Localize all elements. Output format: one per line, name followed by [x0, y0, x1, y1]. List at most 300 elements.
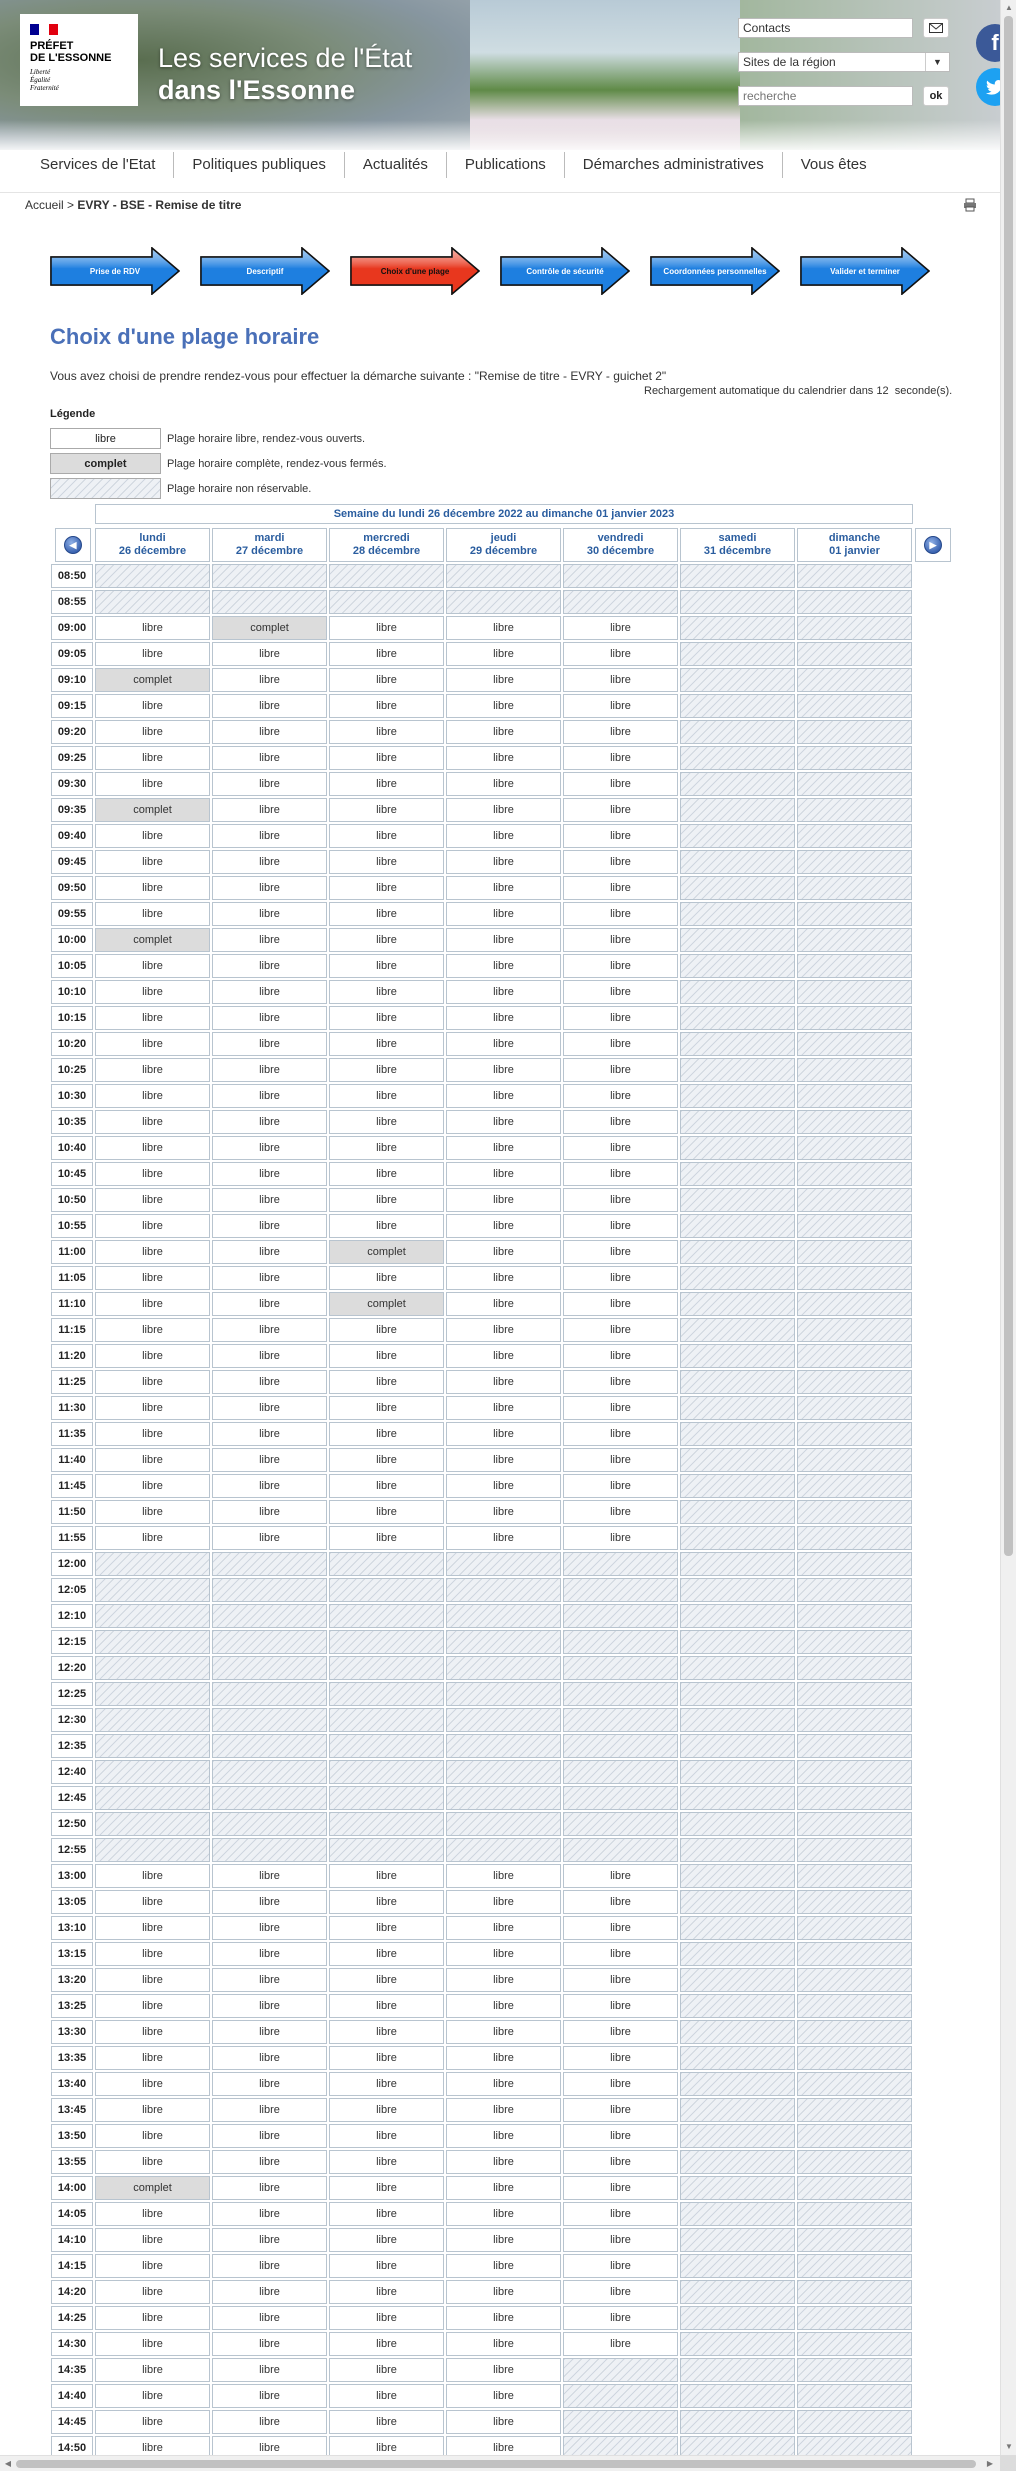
slot-free[interactable]: libre [563, 1110, 678, 1134]
step-1[interactable] [50, 247, 200, 295]
slot-free[interactable]: libre [212, 1864, 327, 1888]
slot-free[interactable]: libre [212, 2358, 327, 2382]
slot-free[interactable]: libre [329, 980, 444, 1004]
slot-free[interactable]: libre [563, 1890, 678, 1914]
step-2[interactable] [200, 247, 350, 295]
slot-free[interactable]: libre [95, 2098, 210, 2122]
slot-free[interactable]: libre [212, 694, 327, 718]
slot-free[interactable]: libre [212, 1110, 327, 1134]
slot-free[interactable]: libre [212, 1422, 327, 1446]
slot-free[interactable]: libre [446, 2020, 561, 2044]
slot-free[interactable]: libre [446, 746, 561, 770]
slot-free[interactable]: libre [212, 2176, 327, 2200]
slot-free[interactable]: libre [446, 2150, 561, 2174]
slot-free[interactable]: libre [446, 1370, 561, 1394]
slot-free[interactable]: libre [212, 2306, 327, 2330]
slot-free[interactable]: libre [563, 1474, 678, 1498]
horizontal-scroll-thumb[interactable] [16, 2460, 976, 2468]
slot-free[interactable]: libre [446, 1240, 561, 1264]
slot-free[interactable]: libre [212, 746, 327, 770]
slot-free[interactable]: libre [329, 2254, 444, 2278]
slot-free[interactable]: libre [212, 902, 327, 926]
slot-free[interactable]: libre [329, 2176, 444, 2200]
slot-free[interactable]: libre [446, 1448, 561, 1472]
slot-free[interactable]: libre [329, 1266, 444, 1290]
slot-free[interactable]: libre [95, 1968, 210, 1992]
slot-free[interactable]: libre [563, 1266, 678, 1290]
slot-free[interactable]: libre [563, 720, 678, 744]
slot-free[interactable]: libre [212, 2020, 327, 2044]
contacts-field[interactable] [738, 18, 913, 38]
slot-free[interactable]: libre [446, 876, 561, 900]
slot-free[interactable]: libre [95, 1864, 210, 1888]
slot-free[interactable]: libre [212, 1942, 327, 1966]
slot-free[interactable]: libre [329, 798, 444, 822]
slot-free[interactable]: libre [95, 2384, 210, 2408]
slot-free[interactable]: libre [446, 1032, 561, 1056]
vertical-scroll-thumb[interactable] [1004, 16, 1013, 1556]
slot-free[interactable]: libre [563, 2124, 678, 2148]
slot-free[interactable]: libre [446, 1318, 561, 1342]
slot-free[interactable]: libre [446, 798, 561, 822]
slot-free[interactable]: libre [563, 1162, 678, 1186]
slot-free[interactable]: libre [446, 1942, 561, 1966]
slot-free[interactable]: libre [563, 824, 678, 848]
slot-free[interactable]: libre [95, 1916, 210, 1940]
slot-free[interactable]: libre [563, 1864, 678, 1888]
slot-free[interactable]: libre [329, 2306, 444, 2330]
slot-free[interactable]: libre [212, 1240, 327, 1264]
slot-free[interactable]: libre [95, 694, 210, 718]
scroll-up-icon[interactable]: ▲ [1005, 3, 1013, 12]
slot-free[interactable]: libre [446, 720, 561, 744]
slot-free[interactable]: libre [446, 902, 561, 926]
slot-free[interactable]: libre [563, 2020, 678, 2044]
slot-free[interactable]: libre [95, 2306, 210, 2330]
step-6[interactable] [800, 247, 950, 295]
slot-free[interactable]: libre [95, 1032, 210, 1056]
slot-free[interactable]: libre [446, 1890, 561, 1914]
slot-free[interactable]: libre [446, 694, 561, 718]
vertical-scrollbar[interactable] [1000, 0, 1016, 2455]
slot-free[interactable]: libre [212, 1344, 327, 1368]
slot-free[interactable]: libre [563, 2228, 678, 2252]
slot-free[interactable]: libre [446, 1968, 561, 1992]
slot-free[interactable]: libre [446, 1526, 561, 1550]
slot-free[interactable]: libre [329, 2332, 444, 2356]
slot-free[interactable]: libre [329, 1916, 444, 1940]
slot-free[interactable]: libre [95, 1474, 210, 1498]
slot-free[interactable]: libre [563, 1344, 678, 1368]
slot-free[interactable]: libre [563, 668, 678, 692]
slot-free[interactable]: libre [329, 1526, 444, 1550]
slot-free[interactable]: libre [563, 798, 678, 822]
slot-free[interactable]: libre [329, 1006, 444, 1030]
site-title[interactable] [158, 42, 412, 106]
slot-free[interactable]: libre [446, 1916, 561, 1940]
slot-free[interactable]: libre [95, 1422, 210, 1446]
slot-free[interactable]: libre [563, 1188, 678, 1212]
slot-free[interactable]: libre [446, 824, 561, 848]
slot-free[interactable]: libre [563, 2072, 678, 2096]
slot-free[interactable]: libre [95, 1058, 210, 1082]
slot-free[interactable]: libre [212, 642, 327, 666]
slot-free[interactable]: libre [329, 1162, 444, 1186]
slot-free[interactable]: libre [212, 2436, 327, 2460]
slot-free[interactable]: libre [212, 876, 327, 900]
slot-free[interactable]: libre [329, 2202, 444, 2226]
slot-free[interactable]: libre [212, 2046, 327, 2070]
slot-free[interactable]: libre [95, 1318, 210, 1342]
slot-free[interactable]: libre [329, 2436, 444, 2460]
slot-free[interactable]: libre [95, 876, 210, 900]
slot-free[interactable]: libre [563, 876, 678, 900]
slot-free[interactable]: libre [212, 1058, 327, 1082]
slot-free[interactable]: libre [563, 1240, 678, 1264]
search-submit-button[interactable]: ok [923, 86, 949, 106]
slot-free[interactable]: libre [212, 1292, 327, 1316]
slot-free[interactable]: libre [446, 1214, 561, 1238]
slot-free[interactable]: libre [212, 798, 327, 822]
slot-free[interactable]: libre [212, 1474, 327, 1498]
slot-free[interactable]: libre [95, 824, 210, 848]
slot-free[interactable]: libre [212, 1214, 327, 1238]
slot-free[interactable]: libre [329, 720, 444, 744]
slot-free[interactable]: libre [329, 616, 444, 640]
slot-free[interactable]: libre [212, 1890, 327, 1914]
slot-free[interactable]: libre [446, 2280, 561, 2304]
print-icon[interactable] [963, 198, 977, 212]
slot-free[interactable]: libre [563, 1058, 678, 1082]
slot-free[interactable]: libre [95, 746, 210, 770]
slot-free[interactable]: libre [212, 980, 327, 1004]
slot-free[interactable]: libre [446, 2098, 561, 2122]
slot-free[interactable]: libre [329, 1968, 444, 1992]
slot-free[interactable]: libre [329, 902, 444, 926]
slot-free[interactable]: libre [329, 850, 444, 874]
slot-free[interactable]: libre [329, 2228, 444, 2252]
slot-free[interactable]: libre [329, 694, 444, 718]
slot-free[interactable]: libre [446, 2358, 561, 2382]
slot-free[interactable]: libre [95, 954, 210, 978]
slot-free[interactable]: libre [95, 1266, 210, 1290]
slot-free[interactable]: libre [563, 1214, 678, 1238]
slot-free[interactable]: libre [446, 2072, 561, 2096]
slot-free[interactable]: libre [563, 1396, 678, 1420]
slot-free[interactable]: libre [212, 2384, 327, 2408]
slot-free[interactable]: libre [563, 1916, 678, 1940]
slot-free[interactable]: libre [329, 928, 444, 952]
slot-free[interactable]: libre [212, 1526, 327, 1550]
slot-free[interactable]: libre [563, 1006, 678, 1030]
slot-free[interactable]: libre [95, 1214, 210, 1238]
slot-free[interactable]: libre [212, 2202, 327, 2226]
slot-free[interactable]: libre [563, 616, 678, 640]
slot-free[interactable]: libre [212, 824, 327, 848]
slot-free[interactable]: libre [446, 1474, 561, 1498]
slot-free[interactable]: libre [95, 2436, 210, 2460]
slot-free[interactable]: libre [329, 876, 444, 900]
slot-free[interactable]: libre [212, 668, 327, 692]
slot-free[interactable]: libre [563, 2202, 678, 2226]
slot-free[interactable]: libre [446, 980, 561, 1004]
slot-free[interactable]: libre [212, 850, 327, 874]
slot-free[interactable]: libre [446, 954, 561, 978]
step-3[interactable] [350, 247, 500, 295]
slot-free[interactable]: libre [212, 720, 327, 744]
slot-free[interactable]: libre [212, 1006, 327, 1030]
slot-free[interactable]: libre [212, 2072, 327, 2096]
slot-free[interactable]: libre [329, 1864, 444, 1888]
slot-free[interactable]: libre [212, 1188, 327, 1212]
slot-free[interactable]: libre [329, 1500, 444, 1524]
search-input[interactable] [738, 86, 913, 106]
slot-free[interactable]: libre [563, 1448, 678, 1472]
slot-free[interactable]: libre [212, 2228, 327, 2252]
slot-free[interactable]: libre [95, 1136, 210, 1160]
slot-free[interactable]: libre [212, 1396, 327, 1420]
slot-free[interactable]: libre [563, 2280, 678, 2304]
slot-free[interactable]: libre [446, 2410, 561, 2434]
slot-free[interactable]: libre [95, 720, 210, 744]
slot-free[interactable]: libre [329, 2072, 444, 2096]
slot-free[interactable]: libre [563, 2150, 678, 2174]
slot-free[interactable]: libre [212, 1994, 327, 2018]
slot-free[interactable]: libre [329, 2098, 444, 2122]
slot-free[interactable]: libre [446, 772, 561, 796]
scroll-right-icon[interactable]: ▶ [986, 2459, 994, 2468]
slot-free[interactable]: libre [329, 1344, 444, 1368]
slot-free[interactable]: libre [563, 1526, 678, 1550]
step-4[interactable] [500, 247, 650, 295]
slot-free[interactable]: libre [563, 928, 678, 952]
slot-free[interactable]: libre [446, 1994, 561, 2018]
slot-free[interactable]: libre [446, 2124, 561, 2148]
slot-free[interactable]: libre [329, 2124, 444, 2148]
slot-free[interactable]: libre [446, 2332, 561, 2356]
slot-free[interactable]: libre [563, 954, 678, 978]
slot-free[interactable]: libre [95, 642, 210, 666]
horizontal-scrollbar[interactable] [0, 2455, 1000, 2471]
slot-free[interactable]: libre [95, 1396, 210, 1420]
slot-free[interactable]: libre [329, 2280, 444, 2304]
slot-free[interactable]: libre [95, 902, 210, 926]
slot-free[interactable]: libre [212, 1500, 327, 1524]
slot-free[interactable]: libre [446, 2202, 561, 2226]
slot-free[interactable]: libre [446, 616, 561, 640]
slot-free[interactable]: libre [95, 2020, 210, 2044]
slot-free[interactable]: libre [95, 1526, 210, 1550]
slot-free[interactable]: libre [329, 1890, 444, 1914]
slot-free[interactable]: libre [563, 1032, 678, 1056]
slot-free[interactable]: libre [563, 1994, 678, 2018]
slot-free[interactable]: libre [446, 1500, 561, 1524]
slot-free[interactable]: libre [95, 2228, 210, 2252]
slot-free[interactable]: libre [329, 824, 444, 848]
slot-free[interactable]: libre [329, 1942, 444, 1966]
scroll-down-icon[interactable]: ▼ [1005, 2442, 1013, 2451]
nav-publications[interactable]: Publications [447, 152, 565, 178]
slot-free[interactable]: libre [329, 1396, 444, 1420]
slot-free[interactable]: libre [95, 1240, 210, 1264]
slot-free[interactable]: libre [563, 2098, 678, 2122]
slot-free[interactable]: libre [329, 1058, 444, 1082]
slot-free[interactable]: libre [212, 1266, 327, 1290]
slot-free[interactable]: libre [563, 2332, 678, 2356]
slot-free[interactable]: libre [446, 1084, 561, 1108]
slot-free[interactable]: libre [95, 1942, 210, 1966]
next-week-button[interactable] [915, 528, 951, 562]
slot-free[interactable]: libre [95, 980, 210, 1004]
scroll-left-icon[interactable]: ◀ [4, 2459, 12, 2468]
slot-free[interactable]: libre [95, 1292, 210, 1316]
slot-free[interactable]: libre [563, 980, 678, 1004]
slot-free[interactable]: libre [329, 746, 444, 770]
step-5[interactable] [650, 247, 800, 295]
slot-free[interactable]: libre [329, 954, 444, 978]
slot-free[interactable]: libre [95, 1370, 210, 1394]
slot-free[interactable]: libre [446, 2228, 561, 2252]
slot-free[interactable]: libre [446, 1058, 561, 1082]
slot-free[interactable]: libre [329, 668, 444, 692]
nav-demarches-administratives[interactable]: Démarches administratives [565, 152, 783, 178]
slot-free[interactable]: libre [446, 2254, 561, 2278]
slot-free[interactable]: libre [446, 1188, 561, 1212]
slot-free[interactable]: libre [446, 2384, 561, 2408]
slot-free[interactable]: libre [212, 1916, 327, 1940]
slot-free[interactable]: libre [329, 2150, 444, 2174]
slot-free[interactable]: libre [446, 1006, 561, 1030]
nav-vous-etes[interactable]: Vous êtes [800, 156, 867, 173]
slot-free[interactable]: libre [212, 1370, 327, 1394]
slot-free[interactable]: libre [95, 1110, 210, 1134]
slot-free[interactable]: libre [95, 616, 210, 640]
slot-free[interactable]: libre [329, 1214, 444, 1238]
slot-free[interactable]: libre [563, 746, 678, 770]
prefecture-logo[interactable] [20, 14, 138, 106]
slot-free[interactable]: libre [563, 1318, 678, 1342]
slot-free[interactable]: libre [95, 2410, 210, 2434]
slot-free[interactable]: libre [563, 1942, 678, 1966]
slot-free[interactable]: libre [446, 850, 561, 874]
slot-free[interactable]: libre [329, 2358, 444, 2382]
slot-free[interactable]: libre [212, 2124, 327, 2148]
slot-free[interactable]: libre [446, 1292, 561, 1316]
region-select[interactable] [738, 52, 950, 72]
slot-free[interactable]: libre [563, 2046, 678, 2070]
slot-free[interactable]: libre [95, 1500, 210, 1524]
slot-free[interactable]: libre [446, 642, 561, 666]
slot-free[interactable]: libre [446, 1864, 561, 1888]
slot-free[interactable]: libre [95, 2358, 210, 2382]
breadcrumb-home[interactable]: Accueil [25, 198, 64, 212]
facebook-icon[interactable]: f [976, 24, 1014, 62]
slot-free[interactable]: libre [95, 1162, 210, 1186]
slot-free[interactable]: libre [329, 2020, 444, 2044]
slot-free[interactable]: libre [212, 1136, 327, 1160]
slot-free[interactable]: libre [563, 1136, 678, 1160]
slot-free[interactable]: libre [95, 1994, 210, 2018]
slot-free[interactable]: libre [212, 1032, 327, 1056]
slot-free[interactable]: libre [329, 1084, 444, 1108]
slot-free[interactable]: libre [329, 1474, 444, 1498]
slot-free[interactable]: libre [95, 1890, 210, 1914]
slot-free[interactable]: libre [212, 2410, 327, 2434]
slot-free[interactable]: libre [563, 850, 678, 874]
mail-icon[interactable] [923, 18, 949, 38]
slot-free[interactable]: libre [95, 2124, 210, 2148]
slot-free[interactable]: libre [95, 2280, 210, 2304]
nav-actualites[interactable]: Actualités [345, 152, 447, 178]
slot-free[interactable]: libre [212, 2254, 327, 2278]
slot-free[interactable]: libre [329, 1032, 444, 1056]
slot-free[interactable]: libre [563, 1084, 678, 1108]
slot-free[interactable]: libre [329, 1448, 444, 1472]
slot-free[interactable]: libre [212, 1162, 327, 1186]
slot-free[interactable]: libre [563, 1292, 678, 1316]
slot-free[interactable]: libre [329, 642, 444, 666]
slot-free[interactable]: libre [446, 1110, 561, 1134]
slot-free[interactable]: libre [95, 2150, 210, 2174]
slot-free[interactable]: libre [563, 2176, 678, 2200]
slot-free[interactable]: libre [212, 2280, 327, 2304]
slot-free[interactable]: libre [446, 2046, 561, 2070]
slot-free[interactable]: libre [212, 928, 327, 952]
slot-free[interactable]: libre [446, 1344, 561, 1368]
slot-free[interactable]: libre [329, 2046, 444, 2070]
slot-free[interactable]: libre [95, 1448, 210, 1472]
slot-free[interactable]: libre [446, 1136, 561, 1160]
slot-free[interactable]: libre [563, 1968, 678, 1992]
slot-free[interactable]: libre [329, 2410, 444, 2434]
slot-free[interactable]: libre [329, 1994, 444, 2018]
slot-free[interactable]: libre [95, 2202, 210, 2226]
slot-free[interactable]: libre [446, 1266, 561, 1290]
slot-free[interactable]: libre [563, 1422, 678, 1446]
slot-free[interactable]: libre [563, 2254, 678, 2278]
slot-free[interactable]: libre [446, 928, 561, 952]
slot-free[interactable]: libre [329, 1110, 444, 1134]
slot-free[interactable]: libre [329, 2384, 444, 2408]
slot-free[interactable]: libre [563, 642, 678, 666]
slot-free[interactable]: libre [446, 2176, 561, 2200]
slot-free[interactable]: libre [446, 1422, 561, 1446]
slot-free[interactable]: libre [212, 2332, 327, 2356]
nav-politiques-publiques[interactable]: Politiques publiques [174, 152, 344, 178]
slot-free[interactable]: libre [95, 1084, 210, 1108]
slot-free[interactable]: libre [212, 954, 327, 978]
slot-free[interactable]: libre [95, 2254, 210, 2278]
slot-free[interactable]: libre [329, 1136, 444, 1160]
slot-free[interactable]: libre [446, 1162, 561, 1186]
slot-free[interactable]: libre [95, 850, 210, 874]
slot-free[interactable]: libre [95, 772, 210, 796]
slot-free[interactable]: libre [563, 772, 678, 796]
slot-free[interactable]: libre [95, 2332, 210, 2356]
slot-free[interactable]: libre [563, 1500, 678, 1524]
slot-free[interactable]: libre [95, 2046, 210, 2070]
slot-free[interactable]: libre [446, 668, 561, 692]
slot-free[interactable]: libre [446, 1396, 561, 1420]
slot-free[interactable]: libre [212, 2098, 327, 2122]
slot-free[interactable]: libre [329, 1422, 444, 1446]
slot-free[interactable]: libre [95, 1006, 210, 1030]
slot-free[interactable]: libre [212, 1968, 327, 1992]
slot-free[interactable]: libre [212, 2150, 327, 2174]
slot-free[interactable]: libre [212, 772, 327, 796]
slot-free[interactable]: libre [329, 1318, 444, 1342]
slot-free[interactable]: libre [329, 1370, 444, 1394]
